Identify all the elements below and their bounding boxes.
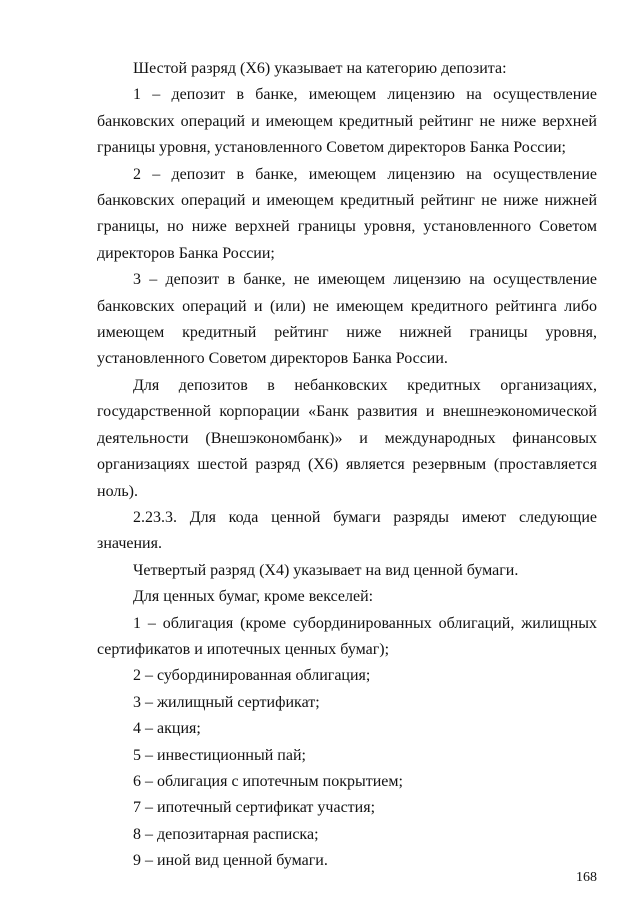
page-number: 168	[576, 870, 597, 885]
list-item-4: 4 – акция;	[133, 720, 201, 738]
paragraph-x6-intro: Шестой разряд (Х6) указывает на категорию депозита:	[133, 60, 507, 77]
list-item-5: 5 – инвестиционный пай;	[133, 746, 306, 764]
paragraph-x6-item-2: 2 – депозит в банке, имеющем лицензию на осуществление банковских операций и имеющем кредитный рейтинг не ниже нижней границы, но ниже верхней границы уровня, установленного Советом директоров Банка России;	[97, 165, 597, 262]
paragraph-x6-item-1: 1 – депозит в банке, имеющем лицензию на осуществление банковских операций и имеющем кредитный рейтинг не ниже верхней границы уровня, установленного Советом директоров Банка России;	[97, 86, 597, 157]
list-item-6: 6 – облигация с ипотечным покрытием;	[133, 772, 403, 790]
paragraph-securities-intro: Для ценных бумаг, кроме векселей:	[133, 588, 374, 606]
body-text	[97, 56, 597, 875]
list-item-3: 3 – жилищный сертификат;	[133, 693, 320, 711]
paragraph-x4-intro: Четвертый разряд (Х4) указывает на вид ценной бумаги.	[133, 561, 519, 579]
list-item-1: 1 – облигация (кроме субординированных облигаций, жилищных сертификатов и ипотечных ценных бумаг);	[97, 614, 597, 658]
paragraph-section-2-23-3: 2.23.3. Для кода ценной бумаги разряды имеют следующие значения.	[97, 508, 597, 553]
list-item-2: 2 – субординированная облигация;	[133, 667, 371, 685]
list-item-8: 8 – депозитарная расписка;	[133, 825, 319, 843]
list-item-9: 9 – иной вид ценной бумаги.	[133, 852, 328, 870]
paragraph-x6-reserved: Для депозитов в небанковских кредитных организациях, государственной корпорации «Банк развития и внешнеэкономической деятельности (Внешэкономбанк)» и международных финансовых организациях шестой разряд (Х6) является резервным (проставляется ноль).	[97, 376, 597, 500]
list-item-7: 7 – ипотечный сертификат участия;	[133, 799, 376, 817]
paragraph-x6-item-3: 3 – депозит в банке, не имеющем лицензию на осуществление банковских операций и (или) не имеющем кредитного рейтинга либо имеющем кредитный рейтинг ниже нижней границы уровня, установленного Советом директоров Банка России.	[97, 271, 597, 368]
